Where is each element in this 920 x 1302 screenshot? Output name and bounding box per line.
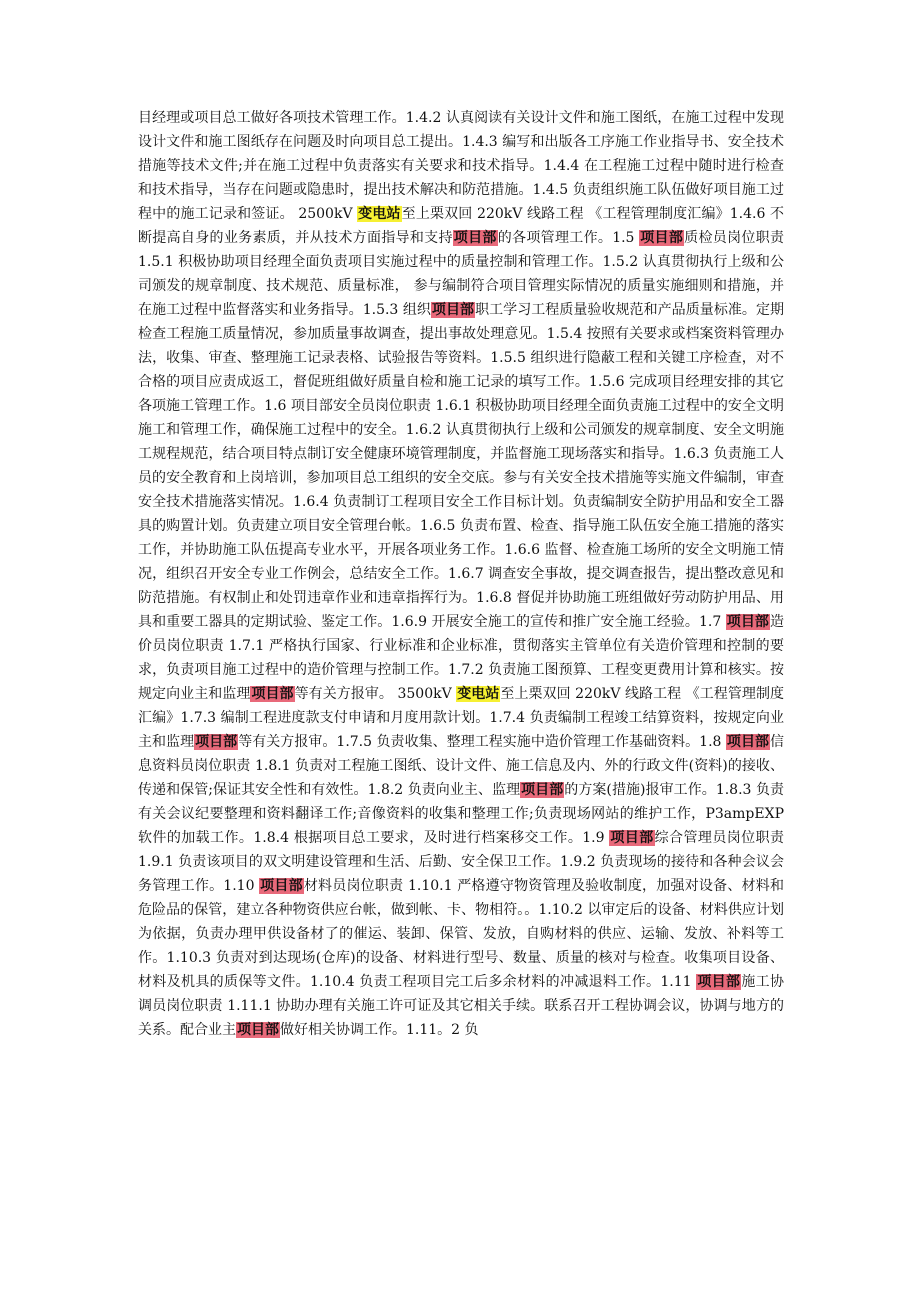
highlighted-term: 项目部	[726, 614, 769, 630]
text-run: 职工学习工程质量验收规范和产品质量标准。定期检查工程施工质量情况，参加质量事故调查，提出事故处理意见。1.5.4 按照有关要求或档案资料管理办法，收集、审查、整理施工记录表格、试验报告等资料。1.5.5 组织进行隐蔽工程和关键工序检查，对不合格的项目应责成返工，督促班组做好质量自检和施工记录的填写工作。1.5.6 完成项目经理安排的其它各项施工管理工作。1.6 项目部安全员岗位职责 1.6.1 积极协助项目经理全面负责施工过程中的安全文明施工和管理工作，确保施工过程中的安全。1.6.2 认真贯彻执行上级和公司颁发的规章制度、安全文明施工规程规范，结合项目特点制订安全健康环境管理制度，并监督施工现场落实和指导。1.6.3 负责施工人员的安全教育和上岗培训，参加项目总工组织的安全交底。参与有关安全技术措施等实施文件编制，审查安全技术措施落实情况。1.6.4 负责制订工程项目安全工作目标计划。负责编制安全防护用品和安全工器具的购置计划。负责建立项目安全管理台帐。1.6.5 负责布置、检查、指导施工队伍安全施工措施的落实工作，并协助施工队伍提高专业水平，开展各项业务工作。1.6.6 监督、检查施工场所的安全文明施工情况，组织召开安全专业工作例会，总结安全工作。1.6.7 调查安全事故，提交调查报告，提出整改意见和防范措施。有权制止和处罚违章作业和违章指挥行为。1.6.8 督促并协助施工班组做好劳动防护用品、用具和重要工器具的定期试验、鉴定工作。1.6.9 开展安全施工的宣传和推广安全施工经验。1.7	[138, 302, 784, 630]
document-page	[138, 106, 784, 1042]
text-run: 的方案(措施)报审工作。1.8.3 负责有关会议纪要整理和资料翻译工作;音像资料的收集和整理工作;负责现场网站的维护工作，P3ampEXP 软件的加载工作。1.8.4 根据项目总工要求，及时进行档案移交工作。1.9	[138, 782, 784, 846]
text-run: 的各项管理工作。1.5	[497, 230, 640, 246]
text-run: 做好相关协调工作。1.11。2 负	[280, 1022, 479, 1038]
text-run: 等有关方报审。 3500kV	[294, 686, 457, 702]
text-run: 至上栗双回 220kV 线路工程 《工程管理制度汇编》1.7.3 编制工程进度款支付申请和月度用款计划。1.7.4 负责编制工程竣工结算资料，按规定向业主和监理	[138, 686, 785, 750]
highlighted-keyword: 变电站	[457, 686, 500, 702]
text-run: 至上栗双回 220kV 线路工程 《工程管理制度汇编》1.4.6 不断提高自身的业务素质，并从技术方面指导和支持	[138, 206, 785, 246]
highlighted-term: 项目部	[431, 302, 475, 318]
highlighted-term: 项目部	[726, 734, 770, 750]
text-run: 等有关方报审。1.7.5 负责收集、整理工程实施中造价管理工作基础资料。1.8	[238, 734, 726, 750]
text-run: 综合管理员岗位职责 1.9.1 负责该项目的双文明建设管理和生活、后勤、安全保卫工作。1.9.2 负责现场的接待和各种会议会务管理工作。1.10	[138, 830, 784, 894]
highlighted-term: 项目部	[251, 686, 294, 702]
highlighted-term: 项目部	[610, 830, 654, 846]
text-run: 造价员岗位职责 1.7.1 严格执行国家、行业标准和企业标准，贯彻落实主管单位有关造价管理和控制的要求，负责项目施工过程中的造价管理与控制工作。1.7.2 负责施工图预算、工程变更费用计算和核实。按规定向业主和监理	[138, 614, 784, 702]
document-body-text	[138, 106, 784, 1042]
highlighted-term: 项目部	[453, 230, 497, 246]
text-run: 质检员岗位职责 1.5.1 积极协助项目经理全面负责项目实施过程中的质量控制和管理工作。1.5.2 认真贯彻执行上级和公司颁发的规章制度、技术规范、质量标准， 参与编制符合项目管理实际情况的质量实施细则和措施，并在施工过程中监督落实和业务指导。1.5.3 组织	[138, 230, 785, 318]
highlighted-term: 项目部	[521, 782, 564, 798]
highlighted-term: 项目部	[640, 230, 684, 246]
text-run: 信息资料员岗位职责 1.8.1 负责对工程施工图纸、设计文件、施工信息及内、外的行政文件(资料)的接收、传递和保管;保证其安全性和有效性。1.8.2 负责向业主、监理	[138, 734, 785, 798]
highlighted-term: 项目部	[697, 974, 741, 990]
highlighted-keyword: 变电站	[358, 206, 401, 222]
highlighted-term: 项目部	[237, 1022, 279, 1038]
text-run: 目经理或项目总工做好各项技术管理工作。1.4.2 认真阅读有关设计文件和施工图纸，在施工过程中发现设计文件和施工图纸存在问题及时向项目总工提出。1.4.3 编写和出版各工序施工作业指导书、安全技术措施等技术文件;并在施工过程中负责落实有关要求和技术指导。1.4.4 在工程施工过程中随时进行检查和技术指导，当存在问题或隐患时，提出技术解决和防范措施。1.4.5 负责组织施工队伍做好项目施工过程中的施工记录和签证。 2500kV	[138, 110, 784, 222]
highlighted-term: 项目部	[195, 734, 238, 750]
highlighted-term: 项目部	[260, 878, 303, 894]
text-run: 施工协调员岗位职责 1.11.1 协助办理有关施工许可证及其它相关手续。联系召开工程协调会议，协调与地方的关系。配合业主	[138, 974, 785, 1038]
text-run: 材料员岗位职责 1.10.1 严格遵守物资管理及验收制度，加强对设备、材料和危险品的保管，建立各种物资供应台帐，做到帐、卡、物相符。。1.10.2 以审定后的设备、材料供应计划为依据，负责办理甲供设备材了的催运、装卸、保管、发放，自购材料的供应、运输、发放、补料等工作。1.10.3 负责对到达现场(仓库)的设备、材料进行型号、数量、质量的核对与检查。收集项目设备、材料及机具的质保等文件。1.10.4 负责工程项目完工后多余材料的冲减退料工作。1.11	[138, 878, 784, 990]
